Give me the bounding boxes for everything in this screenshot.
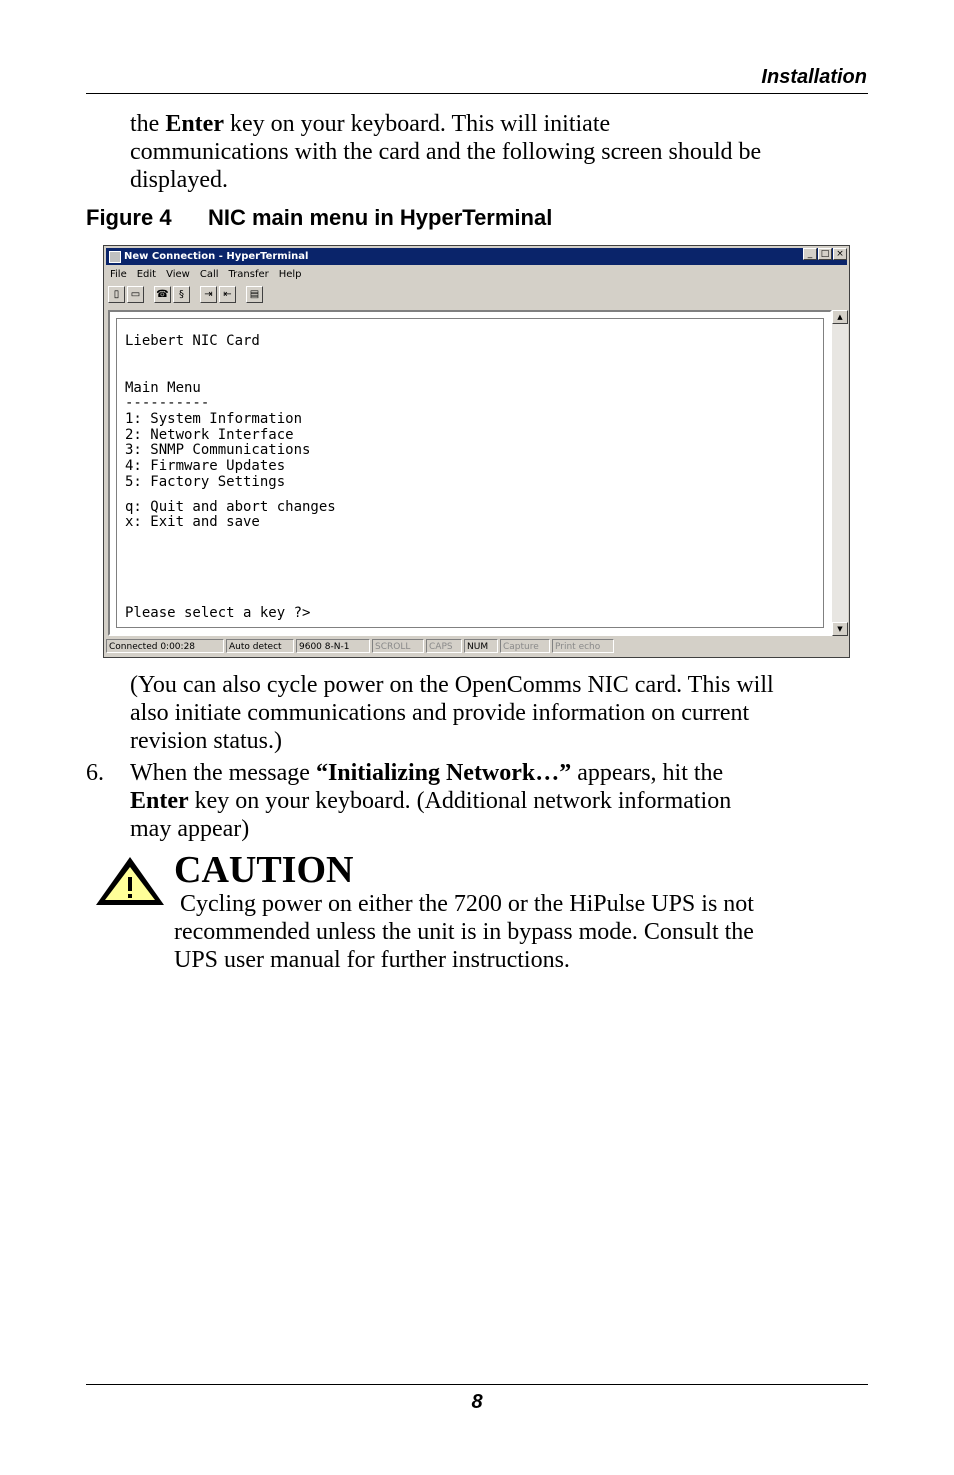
connect-icon[interactable]: ☎ bbox=[154, 286, 171, 303]
maximize-icon[interactable]: □ bbox=[818, 248, 832, 260]
terminal-line: 1: System Information bbox=[125, 411, 303, 427]
terminal-prompt: Please select a key ?> bbox=[125, 605, 311, 621]
send-icon[interactable]: ⇥ bbox=[200, 286, 217, 303]
status-bar bbox=[106, 639, 847, 655]
intro-paragraph bbox=[130, 110, 870, 194]
status-num: NUM bbox=[464, 639, 498, 653]
status-capture: Capture bbox=[500, 639, 550, 653]
status-connected: Connected 0:00:28 bbox=[106, 639, 224, 653]
figure-number: Figure 4 bbox=[86, 205, 172, 230]
terminal-line: x: Exit and save bbox=[125, 514, 260, 530]
hyperterminal-window bbox=[103, 245, 850, 658]
caution-title: CAUTION bbox=[174, 849, 354, 891]
window-titlebar bbox=[106, 248, 847, 265]
intro-line-1 bbox=[130, 110, 870, 138]
scroll-down-icon[interactable]: ▼ bbox=[832, 622, 848, 636]
caution-text bbox=[174, 890, 864, 974]
properties-icon[interactable]: ▤ bbox=[246, 286, 263, 303]
intro-text: key on your keyboard. This will initiate bbox=[223, 111, 611, 137]
after-figure-line-3: revision status.) bbox=[130, 728, 282, 754]
after-figure-paragraph bbox=[130, 671, 870, 755]
open-icon[interactable]: ▭ bbox=[127, 286, 144, 303]
vertical-scrollbar[interactable] bbox=[832, 310, 848, 636]
page-number: 8 bbox=[471, 1391, 483, 1413]
toolbar bbox=[108, 284, 263, 304]
window-controls bbox=[803, 248, 847, 260]
status-settings: 9600 8-N-1 bbox=[296, 639, 370, 653]
step-text: key on your keyboard. (Additional network information bbox=[188, 788, 732, 814]
status-print-echo: Print echo bbox=[552, 639, 614, 653]
terminal-line: 4: Firmware Updates bbox=[125, 458, 286, 474]
receive-icon[interactable]: ⇤ bbox=[219, 286, 236, 303]
caution-line-2: recommended unless the unit is in bypass mode. Consult the bbox=[174, 919, 754, 945]
menu-help[interactable]: Help bbox=[278, 269, 302, 280]
menu-file[interactable]: File bbox=[110, 269, 127, 280]
menu-transfer[interactable]: Transfer bbox=[228, 269, 269, 280]
intro-line-3: displayed. bbox=[130, 167, 228, 193]
window-title: New Connection - HyperTerminal bbox=[124, 251, 309, 262]
enter-key-label: Enter bbox=[165, 111, 224, 137]
step-6-line-3: may appear) bbox=[130, 816, 250, 842]
disconnect-icon[interactable]: § bbox=[173, 286, 190, 303]
close-icon[interactable]: × bbox=[833, 248, 847, 260]
scroll-up-icon[interactable]: ▲ bbox=[832, 310, 848, 324]
header-section-title: Installation bbox=[761, 66, 867, 88]
enter-key-label: Enter bbox=[130, 788, 189, 814]
menu-call[interactable]: Call bbox=[199, 269, 219, 280]
status-scroll: SCROLL bbox=[372, 639, 424, 653]
step-message: “Initializing Network…” bbox=[315, 760, 572, 786]
footer-rule bbox=[86, 1384, 868, 1385]
caution-line-1: Cycling power on either the 7200 or the HiPulse UPS is not bbox=[174, 891, 754, 917]
new-icon[interactable]: ▯ bbox=[108, 286, 125, 303]
terminal-line: q: Quit and abort changes bbox=[125, 499, 336, 515]
terminal-line: Liebert NIC Card bbox=[125, 333, 260, 349]
step-6-paragraph bbox=[130, 759, 870, 843]
step-text: appears, hit the bbox=[571, 760, 724, 786]
terminal-line: 3: SNMP Communications bbox=[125, 442, 311, 458]
figure-title: NIC main menu in HyperTerminal bbox=[208, 205, 553, 230]
menu-edit[interactable]: Edit bbox=[136, 269, 157, 280]
warning-triangle-icon bbox=[94, 855, 166, 907]
caution-line-3: UPS user manual for further instructions. bbox=[174, 947, 570, 973]
step-text: When the message bbox=[130, 760, 316, 786]
after-figure-line-2: also initiate communications and provide information on current bbox=[130, 700, 750, 726]
menu-bar bbox=[110, 267, 302, 282]
terminal-line: 2: Network Interface bbox=[125, 427, 294, 443]
status-detect: Auto detect bbox=[226, 639, 294, 653]
terminal-screen[interactable] bbox=[116, 318, 824, 628]
minimize-icon[interactable]: _ bbox=[803, 248, 817, 260]
hyperterminal-icon bbox=[109, 251, 121, 263]
step-6-line-1 bbox=[130, 759, 870, 787]
figure-caption bbox=[86, 205, 552, 231]
intro-text: the bbox=[130, 111, 166, 137]
step-6-line-2 bbox=[130, 787, 870, 815]
after-figure-line-1: (You can also cycle power on the OpenComms NIC card. This will bbox=[130, 672, 774, 698]
terminal-area[interactable] bbox=[108, 310, 832, 636]
status-caps: CAPS bbox=[426, 639, 462, 653]
terminal-line: ---------- bbox=[125, 395, 210, 411]
intro-line-2: communications with the card and the following screen should be bbox=[130, 139, 762, 165]
menu-view[interactable]: View bbox=[166, 269, 190, 280]
terminal-line: Main Menu bbox=[125, 380, 201, 396]
terminal-line: 5: Factory Settings bbox=[125, 474, 286, 490]
step-number: 6. bbox=[86, 760, 104, 786]
header-rule bbox=[86, 93, 868, 94]
